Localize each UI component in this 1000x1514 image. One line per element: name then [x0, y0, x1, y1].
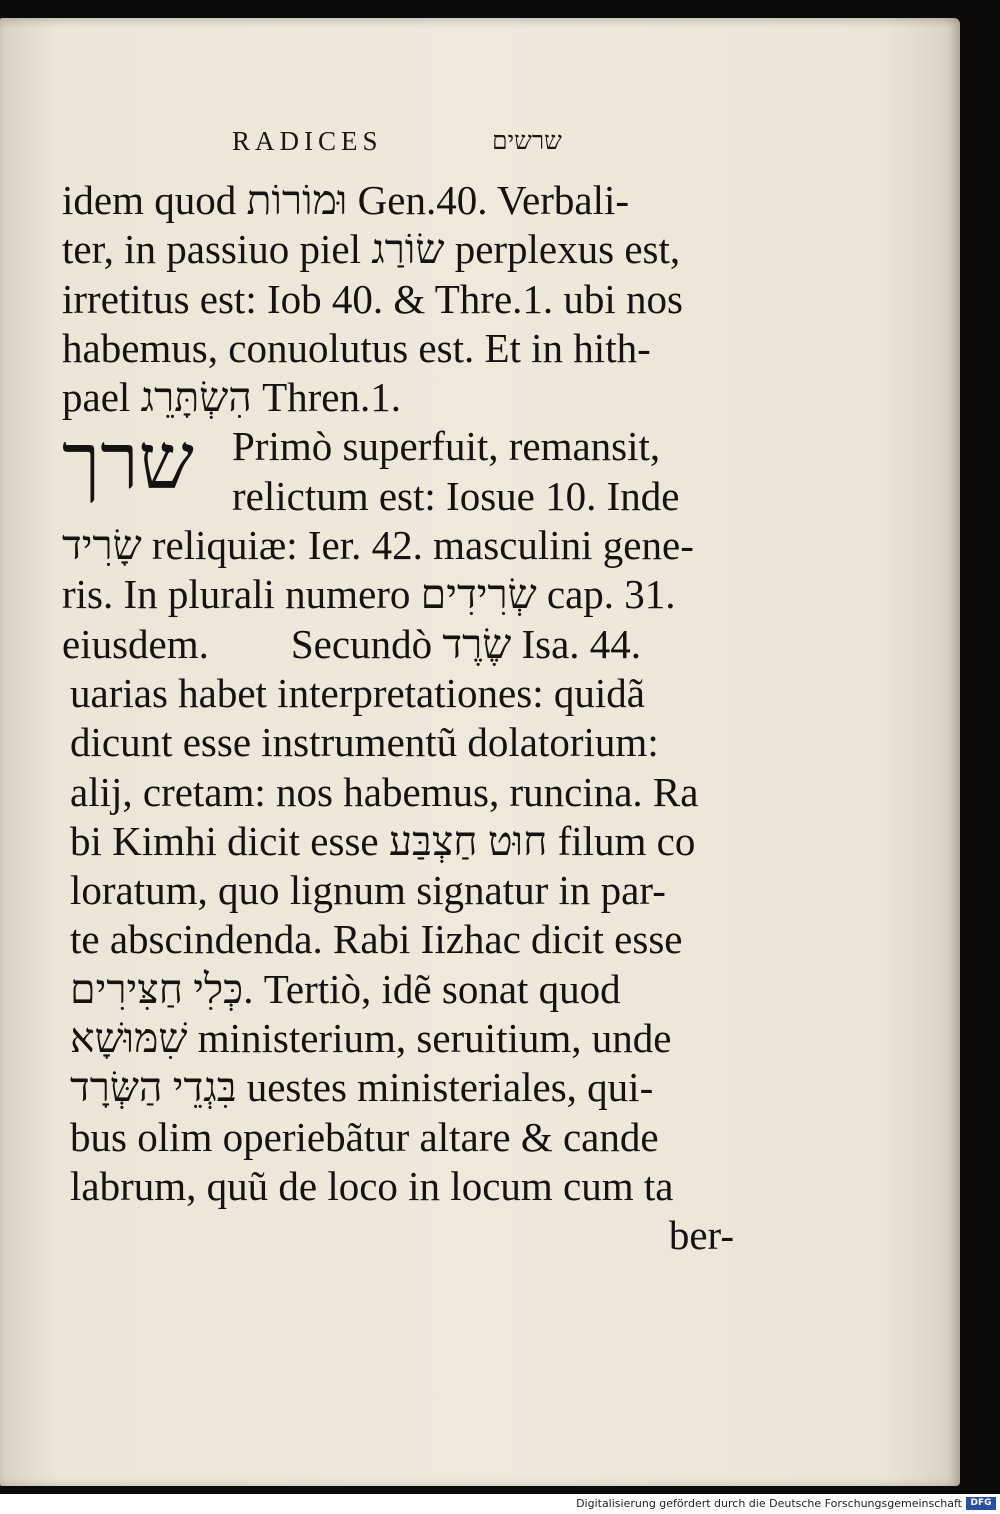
text-line: habemus, conuolutus est. Et in hith-: [62, 324, 651, 371]
text-line: שָׂרִיד reliquiæ: Ier. 42. masculini gene-: [62, 522, 694, 569]
text-line: eiusdem. Secundò שֶׂרֶד Isa. 44.: [62, 620, 642, 667]
text-line: שִׁמּוּשָׁא ministerium, seruitium, unde: [70, 1015, 672, 1062]
text-line: ter, in passiuo piel שׂוֹרַג perplexus est,: [62, 226, 681, 273]
text-line: uarias habet interpretationes: quidã: [70, 669, 645, 716]
text-line: idem quod וּמוֹרוֹת Gen.40. Verbali-: [62, 177, 630, 223]
text-line: irretitus est: Iob 40. & Thre.1. ubi nos: [62, 275, 684, 322]
text-block: [62, 176, 734, 1261]
catchword: ber-: [668, 1212, 734, 1259]
funding-credit: Digitalisierung gefördert durch die Deutsche Forschungsgemeinschaft: [576, 1497, 962, 1510]
text-line: bi Kimhi dicit esse חוּט חַצְבַּע filum co: [70, 817, 696, 864]
text-line: ris. In plurali numero שְׂרִידִים cap. 31.: [62, 571, 676, 618]
text-line: labrum, quũ de loco in locum cum ta: [70, 1162, 674, 1209]
text-line: כְּלִי חַצִּירִים. Tertiò, idẽ sonat quod: [70, 965, 621, 1012]
text-line: loratum, quo lignum signatur in par-: [70, 867, 666, 914]
footer-bar: [0, 1494, 1000, 1514]
dfg-logo: DFG: [966, 1497, 996, 1510]
running-head: [0, 126, 960, 166]
running-head-latin: RADICES: [232, 126, 383, 156]
text-line: dicunt esse instrumentũ dolatorium:: [70, 719, 659, 766]
text-line: pael הִשְׂתָּרֵג Thren.1.: [62, 374, 401, 421]
text-line: te abscindenda. Rabi Iizhac dicit esse: [70, 916, 683, 963]
book-page: [0, 18, 960, 1486]
hebrew-initial-headword: שרך: [62, 417, 194, 507]
text-line: Primò superfuit, remansit,: [232, 423, 661, 470]
text-line: bus olim operiebãtur altare & cande: [70, 1113, 659, 1160]
running-head-hebrew: שרשים: [492, 126, 562, 155]
text-line: בִּגְדֵי הַשְּׂרָד uestes ministeriales, qui-: [70, 1064, 654, 1111]
text-line: relictum est: Iosue 10. Inde: [232, 472, 680, 519]
text-line: alij, cretam: nos habemus, runcina. Ra: [70, 768, 699, 815]
